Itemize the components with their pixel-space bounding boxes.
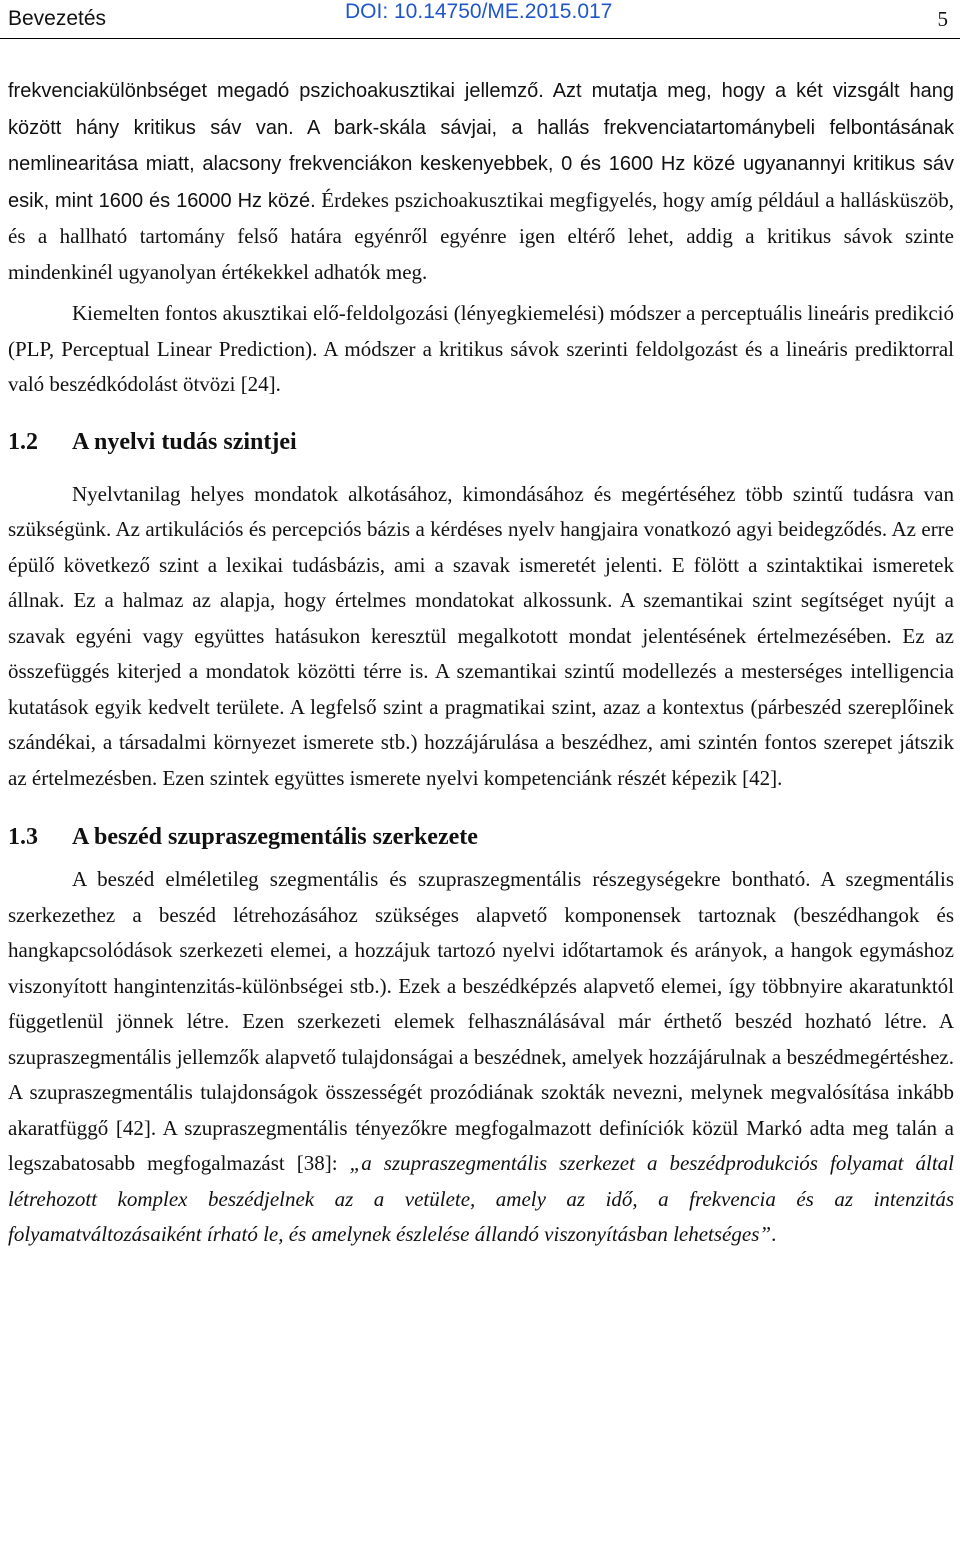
doi-link[interactable]: DOI: 10.14750/ME.2015.017 <box>345 0 613 23</box>
chapter-title: Bevezetés <box>8 7 107 30</box>
page-content <box>8 73 954 1253</box>
paragraph-end-period: . <box>771 1222 777 1246</box>
section-title: A beszéd szupraszegmentális szerkezete <box>72 824 478 850</box>
marko-definition-quote: „a szupraszegmentális szerkezet a beszédprodukciós folyamat által létrehozott komplex beszédjelnek az a vetülete, amely az idő, a frekvencia és az intenzitás folyamatváltozásaiként írható le, és amelynek észlelése állandó viszonyításban lehetséges” <box>8 1151 954 1246</box>
paragraph-bark-scale-sans: frekvenciakülönbséget megadó pszichoakusztikai jellemző. Azt mutatja meg, hogy a két vizsgált hang között hány kritikus sáv van. A bark-skála sávjai, a hallás frekvenciatartománybeli felbontásának nemlinearitása miatt, alacsony frekvenciákon keskenyebbek, 0 és 1600 Hz közé ugyanannyi kritikus sáv esik, mint 1600 és 16000 Hz közé. <box>8 80 954 212</box>
paragraph-suprasegmental-main: A beszéd elméletileg szegmentális és szupraszegmentális részegységekre bontható. A szegmentális szerkezethez a beszéd létrehozásához szükséges alapvető komponensek tartoznak (beszédhangok és hangkapcsolódások szerkezeti elemei, a hozzájuk tartozó nyelvi időtartamok és arányok, a hangok egymáshoz viszonyított hangintenzitás-különbségei stb.). Ezek a beszédképzés alapvető elemei, így többnyire akaratunktól függetlenül jönnek létre. Ezen szerkezeti elemek felhasználásával már érthető beszéd hozható létre. A szupraszegmentális jellemzők alapvető tulajdonságai a beszédnek, amelyek hozzájárulnak a beszédmegértéshez. A szupraszegmentális tulajdonságok összességét prozódiának szokták nevezni, melynek megvalósítása inkább akaratfüggő [42]. A szupraszegmentális tényezőkre megfogalmazott definíciók közül Markó adta meg talán a legszabatosabb megfogalmazást [38]: <box>8 867 954 1175</box>
paragraph-bark-scale <box>8 73 954 290</box>
section-number: 1.3 <box>8 824 38 850</box>
section-number: 1.2 <box>8 428 38 455</box>
page-number: 5 <box>937 7 948 31</box>
page-header <box>0 0 960 39</box>
paragraph-language-levels: Nyelvtanilag helyes mondatok alkotásához, kimondásához és megértéséhez több szintű tudásra van szükségünk. Az artikulációs és percepciós bázis a kérdéses nyelv hangjaira vonatkozó agyi beidegződés. Az erre épülő következő szint a lexikai tudásbázis, ami a szavak ismeretét jelenti. E fölött a szintaktikai ismeretek állnak. Ez a halmaz az alapja, hogy értelmes mondatokat alkossunk. A szemantikai szint segítséget nyújt a szavak egyéni vagy együttes hatásukon keresztül megalkotott mondat jelentésének értelmezésében. Ez az összefüggés kiterjed a mondatok közötti térre is. A szemantikai szintű modellezés a mesterséges intelligencia kutatások egyik kedvelt területe. A legfelső szint a pragmatikai szint, azaz a kontextus (párbeszéd szereplőinek szándékai, a társadalmi környezet ismerete stb.) hozzájárulása a beszédhez, ami szintén fontos szerepet játszik az értelmezésben. Ezen szintek együttes ismerete nyelvi kompetenciánk részét képezik [42]. <box>8 481 954 790</box>
section-title: A nyelvi tudás szintjei <box>72 428 297 455</box>
section-heading-1-3 <box>8 822 954 852</box>
paragraph-bark-scale-serif: Érdekes pszichoakusztikai megfigyelés, hogy amíg például a hallásküszöb, és a hallható tartomány felső határa egyénről egyénre igen eltérő lehet, addig a kritikus sávok szinte mindenkinél ugyanolyan értékekkel adhatók meg. <box>8 187 954 284</box>
paragraph-suprasegmental <box>8 862 954 1253</box>
paragraph-plp: Kiemelten fontos akusztikai elő-feldolgozási (lényegkiemelési) módszer a perceptuális lineáris predikció (PLP, Perceptual Linear Prediction). A módszer a kritikus sávok szerinti feldolgozást és a lineáris prediktorral való beszédkódolást ötvözi [24]. <box>8 301 954 396</box>
section-heading-1-2 <box>8 427 954 457</box>
